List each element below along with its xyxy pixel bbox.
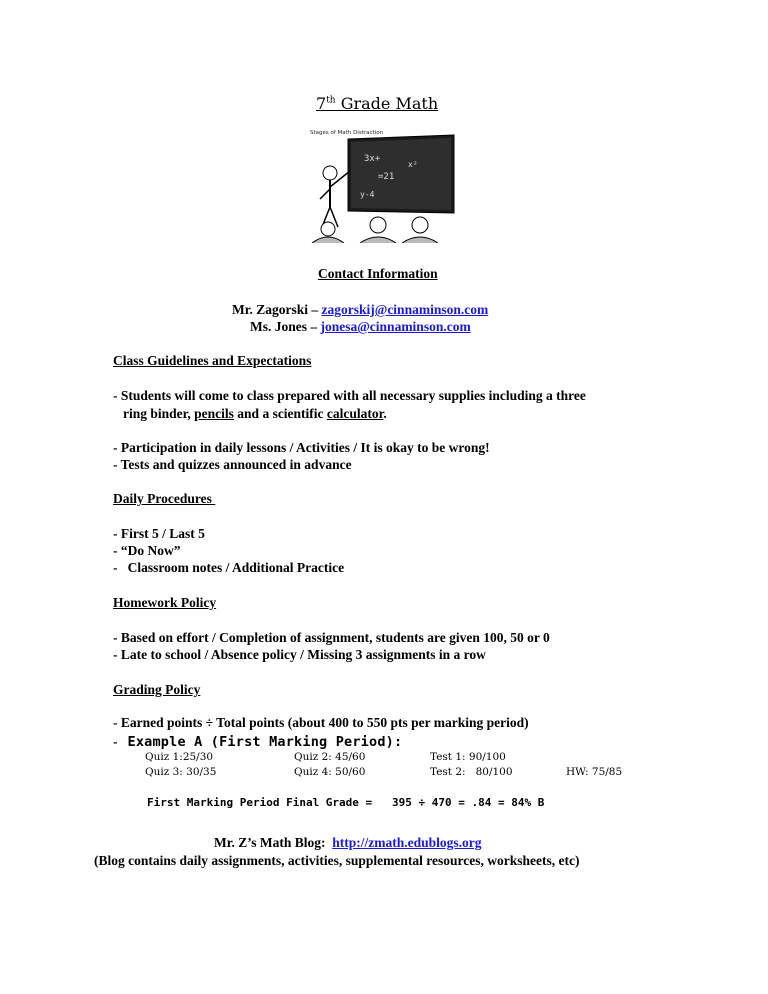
email-link-jones[interactable]: jonesa@cinnaminson.com	[320, 319, 471, 334]
homework-item: - Late to school / Absence policy / Missing 3 assignments in a row	[113, 647, 486, 662]
page-title: 7th Grade Math	[316, 94, 439, 113]
guideline-supplies-line2: ring binder, pencils and a scientific calculator.	[123, 406, 387, 421]
procedure-item: - Classroom notes / Additional Practice	[113, 560, 345, 575]
guideline-supplies-line1: - Students will come to class prepared with all necessary supplies including a three	[113, 388, 586, 403]
final-grade-line: First Marking Period Final Grade = 395 ÷ 470 = .84 = 84% B	[147, 796, 545, 809]
homework-item: - Based on effort / Completion of assignment, students are given 100, 50 or 0	[113, 630, 550, 645]
svg-text:=21: =21	[378, 172, 395, 182]
classroom-cartoon-image	[308, 127, 458, 243]
score-quiz-4: Quiz 4: 50/60	[294, 766, 366, 778]
score-quiz-2: Quiz 2: 45/60	[294, 751, 366, 763]
blog-line: Mr. Z’s Math Blog: http://zmath.edublogs.org	[214, 835, 482, 850]
guidelines-heading: Class Guidelines and Expectations	[113, 353, 312, 368]
svg-text:y-4: y-4	[360, 190, 375, 199]
grading-formula: - Earned points ÷ Total points (about 400 to 550 pts per marking period)	[113, 715, 529, 730]
contact-line-zagorski: Mr. Zagorski – zagorskij@cinnaminson.com	[232, 302, 489, 317]
homework-heading: Homework Policy	[113, 595, 217, 610]
guideline-tests: - Tests and quizzes announced in advance	[113, 457, 352, 472]
procedure-item: - “Do Now”	[113, 543, 181, 558]
contact-line-jones: Ms. Jones – jonesa@cinnaminson.com	[250, 319, 471, 334]
contact-heading: Contact Information	[318, 266, 438, 281]
svg-text:x²: x²	[408, 160, 418, 169]
score-homework: HW: 75/85	[566, 766, 623, 778]
procedures-heading: Daily Procedures	[113, 491, 216, 506]
score-test-2: Test 2: 80/100	[430, 766, 513, 778]
score-test-1: Test 1: 90/100	[430, 751, 506, 763]
grading-heading: Grading Policy	[113, 682, 201, 697]
blog-note: (Blog contains daily assignments, activities, supplemental resources, worksheets, etc)	[94, 853, 580, 868]
score-quiz-3: Quiz 3: 30/35	[145, 766, 217, 778]
cartoon-caption: Stages of Math Distraction	[310, 130, 384, 136]
procedure-item: - First 5 / Last 5	[113, 526, 205, 541]
grading-example-label: - Example A (First Marking Period):	[113, 734, 403, 750]
svg-text:3x+: 3x+	[364, 154, 381, 164]
blog-link[interactable]: http://zmath.edublogs.org	[332, 835, 482, 850]
email-link-zagorski[interactable]: zagorskij@cinnaminson.com	[321, 302, 489, 317]
guideline-participation: - Participation in daily lessons / Activities / It is okay to be wrong!	[113, 440, 490, 455]
score-quiz-1: Quiz 1:25/30	[145, 751, 214, 763]
